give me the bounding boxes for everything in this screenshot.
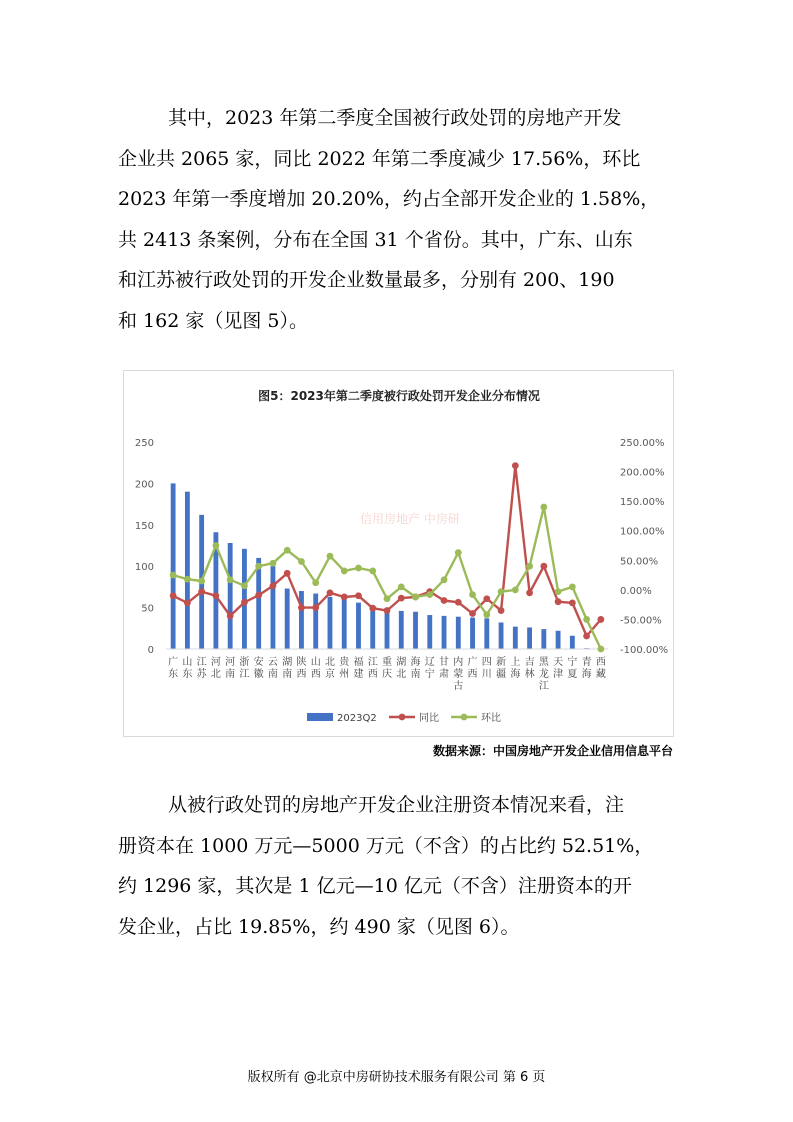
y-right-tick-label: 50.00% [620, 556, 659, 568]
point [540, 563, 547, 570]
point [213, 542, 220, 549]
watermark-logo: 信用房地产 中房研 [360, 512, 460, 526]
x-tick-label: 海南 [410, 657, 421, 680]
point [298, 558, 305, 565]
x-tick-label: 新疆 [496, 657, 507, 680]
x-tick-label: 天津 [553, 657, 564, 680]
bar [413, 612, 418, 649]
bar [370, 606, 375, 649]
x-tick-label: 河南 [225, 657, 236, 680]
point [384, 595, 391, 602]
point [498, 607, 505, 614]
x-tick-label: 辽宁 [424, 657, 435, 680]
x-tick-label: 上海 [510, 657, 521, 680]
point [483, 595, 490, 602]
point [355, 592, 362, 599]
point [369, 568, 376, 575]
y-left-tick-label: 150 [134, 520, 154, 532]
text-line: 约 1296 家，其次是 1 亿元—10 亿元（不含）注册资本的开 [118, 875, 632, 898]
chart-figure [123, 370, 674, 737]
paragraph-1 [118, 98, 674, 342]
x-tick-label: 广西 [467, 657, 478, 680]
point [284, 570, 291, 577]
point [398, 584, 405, 591]
x-tick-label: 西藏 [595, 657, 606, 680]
point [327, 553, 334, 560]
x-tick-label: 陕西 [296, 657, 307, 680]
x-tick-label: 吉林 [524, 657, 535, 680]
point [341, 568, 348, 575]
text-line: 从被行政处罚的房地产开发企业注册资本情况来看，注 [168, 794, 625, 816]
x-tick-label: 青海 [581, 657, 592, 680]
bar-series [171, 483, 604, 649]
point [355, 565, 362, 572]
x-tick-label: 云南 [267, 657, 278, 680]
text-line: 册资本在 1000 万元—5000 万元（不含）的占比约 52.51%， [118, 834, 654, 857]
point [241, 599, 248, 606]
chart-legend [307, 711, 501, 724]
point [583, 633, 590, 640]
x-tick-label: 安徽 [253, 657, 264, 680]
legend-label: 环比 [481, 713, 501, 724]
point [369, 605, 376, 612]
point [569, 599, 576, 606]
point [526, 589, 533, 596]
y-right-tick-label: 150.00% [620, 497, 665, 509]
y-right-tick-label: -100.00% [620, 645, 669, 656]
bar [456, 617, 461, 649]
point [255, 563, 262, 570]
point [426, 591, 433, 598]
point [270, 560, 277, 567]
point [312, 579, 319, 586]
x-tick-label: 江西 [367, 657, 378, 680]
x-tick-label: 四川 [481, 657, 492, 680]
bar [285, 589, 290, 649]
x-tick-label: 福建 [353, 657, 364, 680]
legend-label: 同比 [419, 713, 439, 724]
bar [313, 594, 318, 649]
legend-marker [461, 714, 468, 721]
y-right-tick-label: 250.00% [620, 438, 665, 449]
legend-swatch [307, 713, 333, 721]
paragraph-2 [118, 785, 674, 947]
point [526, 563, 533, 570]
point [483, 611, 490, 618]
bar [442, 616, 447, 649]
bar [385, 608, 390, 649]
x-tick-label: 内蒙古 [453, 657, 464, 692]
text-line: 和江苏被行政处罚的开发企业数量最多，分别有 200、190 [118, 269, 615, 292]
point [455, 599, 462, 606]
point [512, 586, 519, 593]
point [441, 576, 448, 583]
x-tick-label: 黑龙江 [538, 657, 549, 692]
point [270, 582, 277, 589]
bar [484, 618, 489, 649]
point [540, 504, 547, 511]
point [241, 582, 248, 589]
legend-label: 2023Q2 [337, 713, 377, 724]
bar [399, 611, 404, 649]
x-tick-label: 江苏 [196, 657, 207, 680]
point [255, 592, 262, 599]
x-tick-label: 广东 [168, 657, 179, 680]
bar [556, 631, 561, 649]
point [597, 616, 604, 623]
bar [356, 603, 361, 649]
point [198, 588, 205, 595]
page-footer: 版权所有 @北京中房研协技术服务有限公司 第 6 页 [247, 1070, 546, 1085]
bar [527, 627, 532, 649]
point [284, 547, 291, 554]
y-left-tick-label: 0 [147, 645, 154, 656]
y-left-tick-label: 100 [134, 562, 154, 574]
chart-canvas [124, 371, 673, 736]
point [412, 594, 419, 601]
bar [256, 558, 261, 649]
point [298, 604, 305, 611]
bar [570, 636, 575, 649]
text-line: 和 162 家（见图 5）。 [118, 309, 308, 332]
point [227, 576, 234, 583]
x-tick-label: 贵州 [339, 657, 350, 680]
y-right-tick-label: 0.00% [620, 585, 652, 597]
bar [185, 492, 190, 649]
text-line: 企业共 2065 家，同比 2022 年第二季度减少 17.56%，环比 [118, 147, 641, 170]
point [555, 588, 562, 595]
bar [171, 483, 176, 649]
point [441, 597, 448, 604]
y-left-tick-label: 200 [134, 479, 154, 491]
point [384, 607, 391, 614]
bar [513, 627, 518, 649]
point [312, 604, 319, 611]
chart-title: 图5：2023年第二季度被行政处罚开发企业分布情况 [258, 389, 540, 403]
point [512, 462, 519, 469]
point [227, 612, 234, 619]
x-tick-label: 湖北 [396, 657, 407, 680]
point [198, 578, 205, 585]
text-line: 其中，2023 年第二季度全国被行政处罚的房地产开发 [168, 107, 622, 129]
bar [427, 615, 432, 649]
y-left-tick-label: 50 [141, 603, 154, 615]
point [184, 599, 191, 606]
x-tick-label: 甘肃 [439, 657, 450, 680]
point [170, 592, 177, 599]
point [583, 616, 590, 623]
point [555, 598, 562, 605]
point [469, 610, 476, 617]
text-line: 2023 年第一季度增加 20.20%，约占全部开发企业的 1.58%， [118, 188, 660, 211]
point [398, 595, 405, 602]
x-tick-label: 浙江 [239, 657, 250, 680]
x-tick-label: 河北 [210, 657, 221, 680]
bar [541, 629, 546, 649]
y-right-tick-label: 100.00% [620, 526, 665, 538]
bar [328, 597, 333, 649]
y-right-tick-label: 200.00% [620, 467, 665, 479]
x-tick-label: 山东 [182, 657, 193, 680]
point [569, 584, 576, 591]
text-line: 共 2413 条案例，分布在全国 31 个省份。其中，广东、山东 [118, 228, 633, 251]
bar [470, 618, 475, 649]
point [341, 594, 348, 601]
bar [342, 599, 347, 649]
point [184, 576, 191, 583]
point [327, 589, 334, 596]
point [498, 588, 505, 595]
x-tick-label: 宁夏 [567, 657, 578, 680]
x-tick-label: 北京 [324, 657, 335, 680]
x-tick-label: 湖南 [282, 657, 293, 680]
y-right-tick-label: -50.00% [620, 615, 662, 627]
point [455, 549, 462, 556]
point [170, 572, 177, 579]
point [469, 591, 476, 598]
x-tick-label: 重庆 [382, 657, 392, 680]
bar [228, 543, 233, 649]
point [597, 646, 604, 653]
x-tick-label: 山西 [310, 657, 321, 680]
source-note: 数据来源：中国房地产开发企业信用信息平台 [432, 744, 673, 758]
bar [499, 623, 504, 649]
point [213, 592, 220, 599]
legend-marker [399, 714, 406, 721]
bar [299, 591, 304, 649]
bar [271, 566, 276, 649]
y-left-tick-label: 250 [134, 438, 154, 449]
text-line: 发企业，占比 19.85%，约 490 家（见图 6）。 [118, 915, 520, 938]
